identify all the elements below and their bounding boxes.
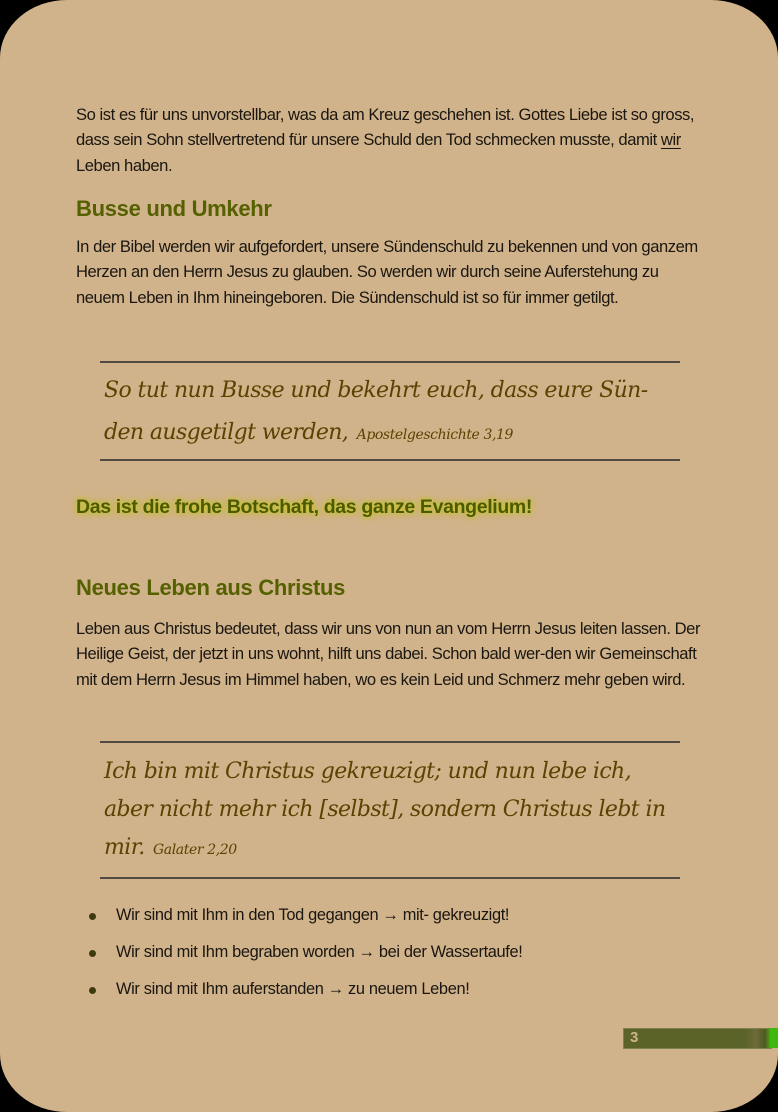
quote-line: den ausgetilgt werden, [104, 420, 349, 445]
section-heading-neues-leben: Neues Leben aus Christus [76, 575, 346, 600]
section2-paragraph: Leben aus Christus bedeutet, dass wir uns von nun an vom Herrn Jesus leiten lassen. Der Heilige Geist, der jetzt in uns wohnt, hilft uns dabei. Schon bald wer-den wir Gemeinschaft mit dem Herrn Jesus im Himmel haben, wo es kein Leid und Schmerz mehr geben wird. [76, 619, 701, 689]
list-item-text: Wir sind mit Ihm begraben worden → bei der Wassertaufe! [116, 943, 523, 961]
section-heading-busse: Busse und Umkehr [76, 196, 272, 221]
bullet-icon [89, 987, 96, 994]
scripture-reference: Apostelgeschichte 3,19 [356, 427, 514, 443]
list-item [86, 906, 522, 943]
list-item [86, 943, 522, 980]
bullet-icon [89, 913, 96, 920]
quote-line: mir. [104, 835, 145, 860]
intro-text: So ist es für uns unvorstellbar, was da am Kreuz geschehen ist. Gottes Liebe ist so gross, dass sein Sohn stellvertretend für unsere Schuld den Tod schmecken musste, damit [76, 105, 695, 150]
page-number: 3 [630, 1029, 639, 1046]
intro-paragraph [76, 102, 706, 178]
bullet-list [86, 906, 522, 1017]
bible-quote-acts [100, 361, 680, 461]
page-number-bar-accent [770, 1028, 778, 1048]
quote-line: So tut nun Busse und bekehrt euch, dass eure Sün- [104, 378, 648, 403]
list-item-text: Wir sind mit Ihm in den Tod gegangen → mit- gekreuzigt! [116, 906, 510, 924]
list-item-text: Wir sind mit Ihm auferstanden → zu neuem Leben! [116, 980, 470, 998]
section1-paragraph: In der Bibel werden wir aufgefordert, unsere Sündenschuld zu bekennen und von ganzem Herzen an den Herrn Jesus zu glauben. So werden wir durch seine Auferstehung zu neuem Leben in Ihm hineingeboren. Die Sündenschuld ist so für immer getilgt. [76, 237, 698, 307]
list-item [86, 980, 522, 1017]
gospel-highlight: Das ist die frohe Botschaft, das ganze Evangelium! [76, 496, 533, 518]
intro-text-end: Leben haben. [76, 155, 173, 175]
quote-line: Ich bin mit Christus gekreuzigt; und nun lebe ich, [104, 759, 632, 784]
quote-line: aber nicht mehr ich [selbst], sondern Christus lebt in [104, 797, 666, 822]
underlined-word: wir [660, 130, 681, 150]
scripture-reference: Galater 2,20 [153, 842, 237, 858]
page-number-bar [623, 1028, 772, 1049]
bullet-icon [89, 950, 96, 957]
bible-quote-galatians [100, 741, 680, 879]
